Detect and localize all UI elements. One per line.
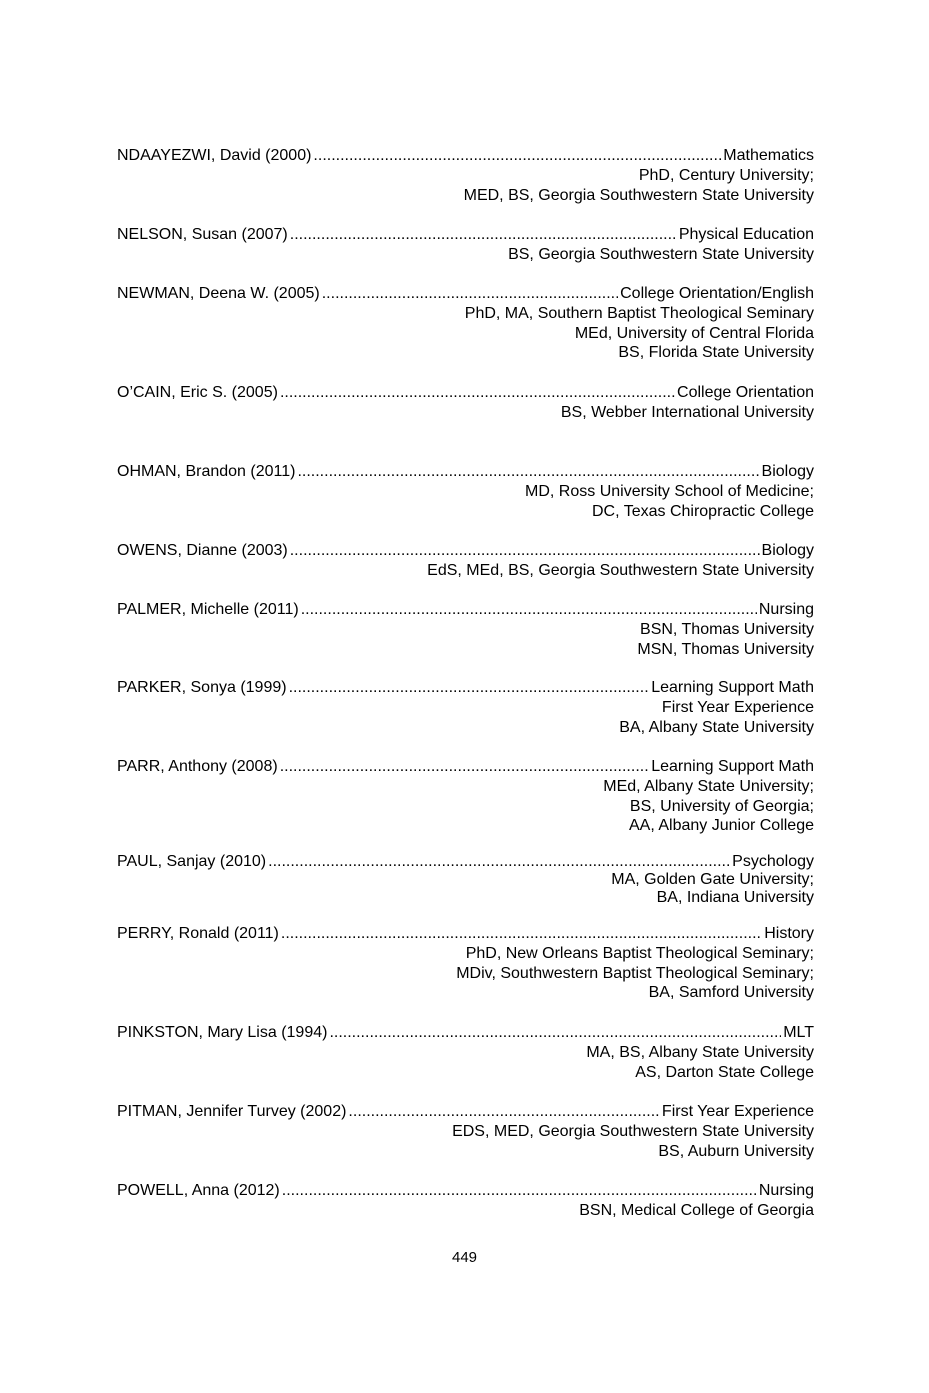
faculty-entry — [117, 284, 814, 363]
faculty-name: PARR, Anthony (2008) — [117, 758, 278, 775]
faculty-degree: BS, University of Georgia; — [629, 797, 814, 815]
faculty-department: Biology — [761, 463, 814, 480]
faculty-entry — [117, 383, 814, 423]
faculty-degree: BSN, Medical College of Georgia — [579, 1201, 814, 1219]
faculty-name: PAUL, Sanjay (2010) — [117, 853, 267, 870]
faculty-department: Psychology — [732, 853, 814, 870]
faculty-department: Physical Education — [678, 226, 814, 243]
faculty-department: College Orientation/English — [620, 285, 814, 302]
dot-leader — [290, 541, 760, 561]
faculty-entry — [117, 146, 814, 205]
faculty-entry — [117, 853, 814, 907]
dot-leader — [348, 1102, 660, 1122]
faculty-degree: MSN, Thomas University — [637, 640, 814, 658]
faculty-department: MLT — [783, 1024, 814, 1041]
faculty-department: Nursing — [758, 1182, 814, 1199]
faculty-entry — [117, 924, 814, 1003]
faculty-degree: BS, Florida State University — [618, 344, 814, 362]
faculty-degree: MEd, Albany State University; — [603, 777, 814, 795]
faculty-degree: AA, Albany Junior College — [629, 817, 814, 835]
faculty-department: Learning Support Math — [651, 758, 814, 775]
faculty-degree: BA, Albany State University — [619, 718, 814, 736]
dot-leader — [301, 600, 757, 620]
faculty-degree: MDiv, Southwestern Baptist Theological Seminary; — [456, 964, 814, 982]
faculty-department: Biology — [761, 542, 814, 559]
dot-leader — [297, 462, 759, 482]
dot-leader — [289, 678, 650, 698]
dot-leader — [322, 284, 618, 304]
faculty-name: PITMAN, Jennifer Turvey (2002) — [117, 1103, 347, 1120]
faculty-degree: DC, Texas Chiropractic College — [591, 502, 814, 520]
faculty-degree: MED, BS, Georgia Southwestern State University — [463, 186, 814, 204]
faculty-degree: PhD, Century University; — [638, 166, 814, 184]
faculty-entry — [117, 1102, 814, 1161]
faculty-degree: MA, Golden Gate University; — [611, 871, 814, 888]
faculty-degree: MD, Ross University School of Medicine; — [525, 482, 814, 500]
faculty-degree: MA, BS, Albany State University — [586, 1043, 814, 1061]
faculty-department: First Year Experience — [661, 1103, 814, 1120]
faculty-name: PARKER, Sonya (1999) — [117, 679, 287, 696]
faculty-entry — [117, 757, 814, 836]
dot-leader — [280, 757, 650, 777]
faculty-name: PINKSTON, Mary Lisa (1994) — [117, 1024, 328, 1041]
faculty-name: PALMER, Michelle (2011) — [117, 601, 299, 618]
dot-leader — [281, 924, 762, 944]
faculty-degree: BA, Samford University — [648, 984, 814, 1002]
dot-leader — [313, 146, 721, 166]
dot-leader — [329, 1023, 781, 1043]
faculty-degree: EDS, MED, Georgia Southwestern State University — [452, 1122, 814, 1140]
faculty-entry — [117, 600, 814, 659]
faculty-degree: PhD, New Orleans Baptist Theological Seminary; — [465, 944, 814, 962]
faculty-degree: First Year Experience — [661, 698, 814, 716]
faculty-department: Mathematics — [723, 147, 814, 164]
faculty-entry — [117, 678, 814, 737]
faculty-name: NDAAYEZWI, David (2000) — [117, 147, 312, 164]
dot-leader — [280, 383, 675, 403]
faculty-degree: PhD, MA, Southern Baptist Theological Seminary — [464, 304, 814, 322]
faculty-entry — [117, 1023, 814, 1082]
faculty-name: PERRY, Ronald (2011) — [117, 925, 279, 942]
dot-leader — [268, 853, 730, 871]
faculty-entry — [117, 225, 814, 265]
page-number: 449 — [451, 1249, 478, 1266]
faculty-name: OWENS, Dianne (2003) — [117, 542, 288, 559]
dot-leader — [290, 225, 677, 245]
faculty-name: OHMAN, Brandon (2011) — [117, 463, 296, 480]
faculty-degree: MEd, University of Central Florida — [574, 324, 814, 342]
faculty-entry — [117, 1181, 814, 1221]
faculty-degree: EdS, MEd, BS, Georgia Southwestern State University — [427, 561, 814, 579]
faculty-entry — [117, 541, 814, 581]
faculty-degree: BS, Webber International University — [560, 403, 814, 421]
faculty-degree: BSN, Thomas University — [640, 620, 814, 638]
faculty-degree: BS, Auburn University — [658, 1142, 814, 1160]
faculty-degree: BS, Georgia Southwestern State University — [508, 245, 814, 263]
faculty-department: Nursing — [758, 601, 814, 618]
faculty-degree: BA, Indiana University — [656, 889, 814, 906]
faculty-entry — [117, 462, 814, 521]
faculty-name: NEWMAN, Deena W. (2005) — [117, 285, 320, 302]
faculty-name: NELSON, Susan (2007) — [117, 226, 288, 243]
faculty-department: History — [764, 925, 814, 942]
faculty-name: POWELL, Anna (2012) — [117, 1182, 280, 1199]
faculty-degree: AS, Darton State College — [635, 1063, 814, 1081]
faculty-name: O’CAIN, Eric S. (2005) — [117, 384, 278, 401]
faculty-department: Learning Support Math — [651, 679, 814, 696]
dot-leader — [282, 1181, 757, 1201]
faculty-department: College Orientation — [677, 384, 814, 401]
